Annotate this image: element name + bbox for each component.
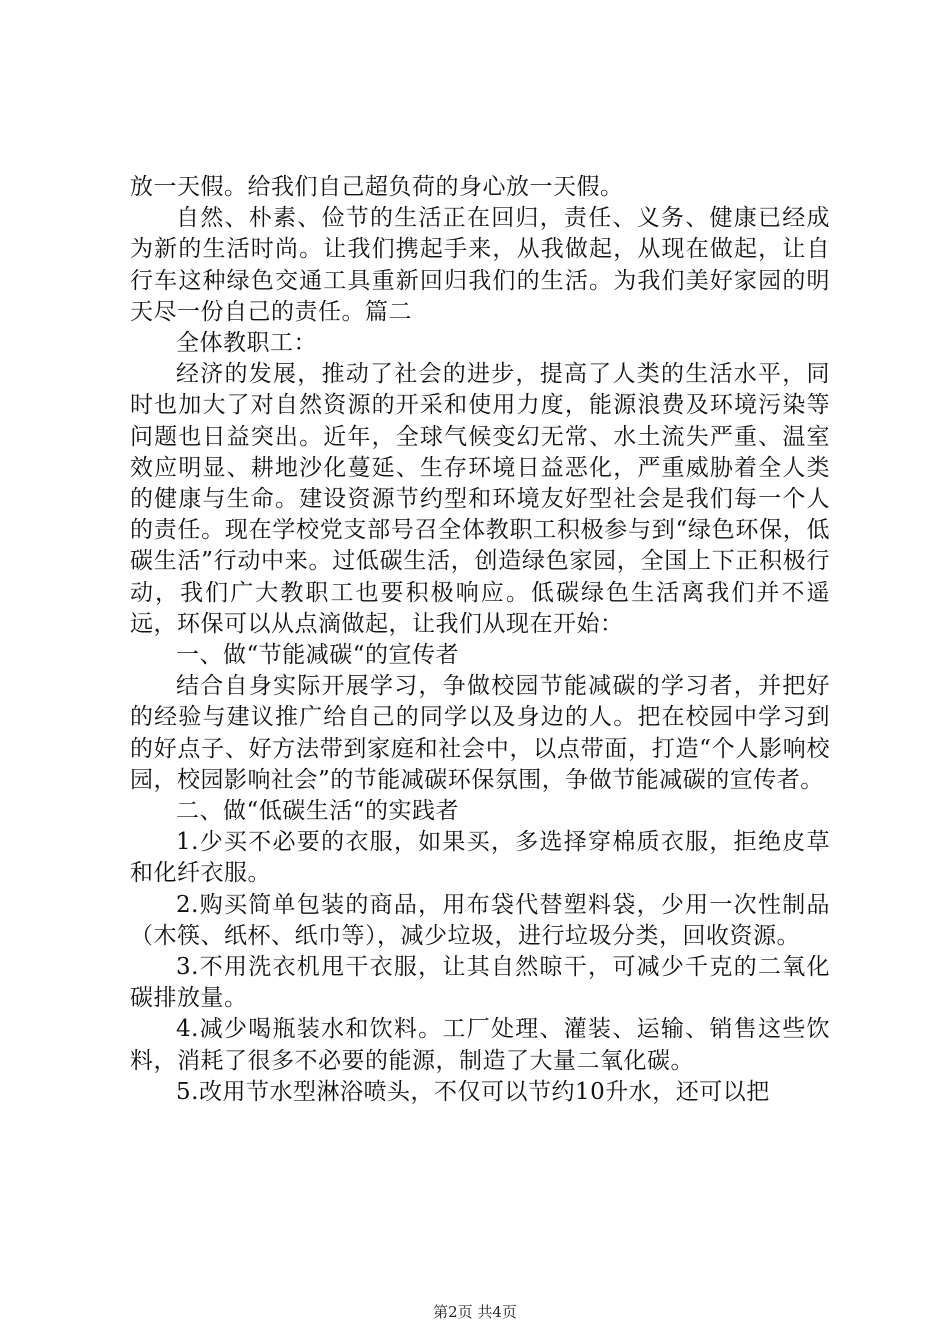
list-item: 3.不用洗衣机甩干衣服，让其自然晾干，可减少千克的二氧化碳排放量。 [130,954,830,1012]
salutation: 全体教职工： [176,330,317,357]
section-heading: 二、做“低碳生活“的实践者 [176,798,460,825]
list-item: 5.改用节水型淋浴喷头，不仅可以节约10升水，还可以把 [176,1078,770,1105]
paragraph: 结合自身实际开展学习，争做校园节能减碳的学习者，并把好的经验与建议推广给自己的同学以及身边的人。把在校园中学习到的好点子、好方法带到家庭和社会中，以点带面，打造“个人影响校园，校园影响社会”的节能减碳环保氛围，争做节能减碳的宣传者。 [130,673,830,793]
page-footer: 第2页 共4页 [433,1303,517,1321]
list-item: 2.购买简单包装的商品，用布袋代替塑料袋，少用一次性制品（木筷、纸杯、纸巾等），减少垃圾，进行垃圾分类，回收资源。 [130,891,830,949]
list-item: 1.少买不必要的衣服，如果买，多选择穿棉质衣服，拒绝皮草和化纤衣服。 [130,829,830,887]
section-heading: 一、做“节能减碳“的宣传者 [176,642,460,669]
paragraph: 放一天假。给我们自己超负荷的身心放一天假。 [130,174,624,200]
paragraph: 自然、朴素、俭节的生活正在回归，责任、义务、健康已经成为新的生活时尚。让我们携起手来，从我做起，从现在做起，让自行车这种绿色交通工具重新回归我们的生活。为我们美好家园的明天尽一份自己的责任。篇二 [130,205,830,325]
document-body [130,172,830,1108]
paragraph: 经济的发展，推动了社会的进步，提高了人类的生活水平，同时也加大了对自然资源的开采和使用力度，能源浪费及环境污染等问题也日益突出。近年，全球气候变幻无常、水土流失严重、温室效应明显、耕地沙化蔓延、生存环境日益恶化，严重威胁着全人类的健康与生命。建设资源节约型和环境友好型社会是我们每一个人的责任。现在学校党支部号召全体教职工积极参与到“绿色环保，低碳生活”行动中来。过低碳生活，创造绿色家园，全国上下正积极行动，我们广大教职工也要积极响应。低碳绿色生活离我们并不遥远，环保可以从点滴做起，让我们从现在开始： [130,361,830,637]
list-item: 4.减少喝瓶装水和饮料。工厂处理、灌装、运输、销售这些饮料，消耗了很多不必要的能源，制造了大量二氧化碳。 [130,1016,830,1074]
